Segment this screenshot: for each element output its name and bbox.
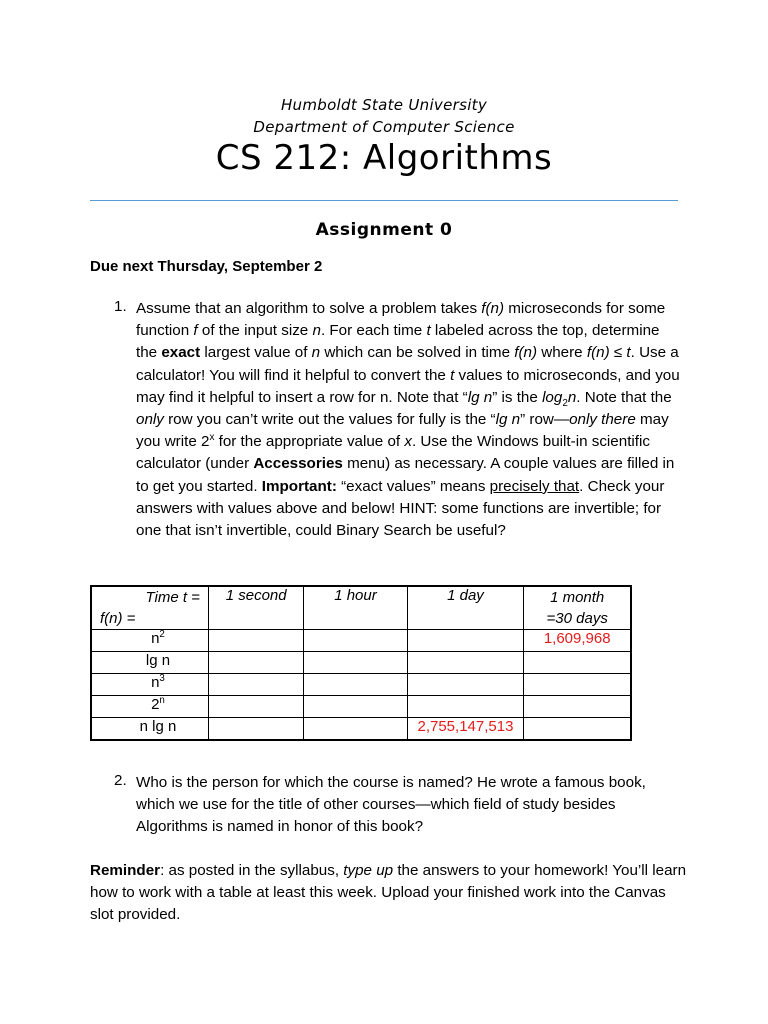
column-header-1-day: 1 day <box>407 586 524 630</box>
table-cell <box>524 652 631 674</box>
filled-value-n-lg-n-day: 2,755,147,513 <box>407 718 524 741</box>
table-cell <box>304 652 407 674</box>
table-row <box>91 696 631 718</box>
reminder-paragraph: Reminder: as posted in the syllabus, type up the answers to your homework! You’ll learn how to work with a table at least this week. Upload your finished work into the Canvas slot provided. <box>90 862 687 924</box>
table-cell <box>407 696 524 718</box>
table-cell <box>524 674 631 696</box>
department-name: Department of Computer Science <box>253 118 515 136</box>
filled-value-n-squared-month: 1,609,968 <box>524 630 631 652</box>
table-cell <box>407 674 524 696</box>
row-label-n-cubed: $n^3$ <box>91 674 208 696</box>
due-date: Due next Thursday, September 2 <box>90 258 323 275</box>
title-divider <box>90 200 678 201</box>
table-cell <box>304 674 407 696</box>
table-cell <box>208 696 303 718</box>
time-label: Time t = <box>145 589 200 606</box>
assignment-title: Assignment 0 <box>315 220 453 240</box>
table-cell <box>407 652 524 674</box>
course-title: CS 212: Algorithms <box>215 138 553 178</box>
column-header-1-hour: 1 hour <box>304 586 407 630</box>
column-header-1-month: 1 month =30 days <box>524 586 631 630</box>
table-cell <box>304 718 407 741</box>
table-row <box>91 674 631 696</box>
row-label-lg-n: lg n <box>91 652 208 674</box>
table-corner-cell <box>91 586 208 630</box>
function-label: f(n) = <box>100 610 136 627</box>
row-label-n-squared: $n^2$ <box>91 630 208 652</box>
table-cell <box>208 674 303 696</box>
table-cell <box>304 630 407 652</box>
table-cell <box>208 630 303 652</box>
column-header-1-second: 1 second <box>208 586 303 630</box>
table-header-row <box>91 586 631 630</box>
question-1-text: Assume that an algorithm to solve a problem takes f(n) microseconds for some function f of the input size n. For each time t labeled across the top, determine the exact largest value of n which can be solved in time f(n) where f(n) ≤ t. Use a calculator! You will find it helpful to convert the t values to microseconds, and you may find it helpful to insert a row for n. Note that “lg n” is the $\log_2n$. Note that the only row you can’t write out the values for fully is the “lg n” row—only there may you write 2$^x$ for the appropriate value of x. Use the Windows built-in scientific calculator (under Accessories menu) as necessary. A couple values are filled in to get you started. Important: “exact values” means precisely that. Check your answers with values above and below! HINT: some functions are invertible; for one that isn’t invertible, could Binary Search be useful? <box>136 300 680 540</box>
table-cell <box>208 652 303 674</box>
question-1-number: 1. <box>114 298 127 315</box>
question-2-text: Who is the person for which the course is named? He wrote a famous book, which we use for the title of other courses—which field of study besides Algorithms is named in honor of this book? <box>136 774 646 836</box>
table-cell <box>304 696 407 718</box>
row-label-2-to-n: 2$^n$ <box>91 696 208 718</box>
table-cell <box>407 630 524 652</box>
table-row <box>91 630 631 652</box>
table-cell <box>208 718 303 741</box>
question-2-number: 2. <box>114 772 127 789</box>
table-cell <box>524 718 631 741</box>
row-label-n-lg-n: n lg n <box>91 718 208 741</box>
table-row <box>91 652 631 674</box>
time-complexity-table <box>90 585 632 741</box>
table-row <box>91 718 631 741</box>
table-cell <box>524 696 631 718</box>
university-name: Humboldt State University <box>280 96 488 114</box>
